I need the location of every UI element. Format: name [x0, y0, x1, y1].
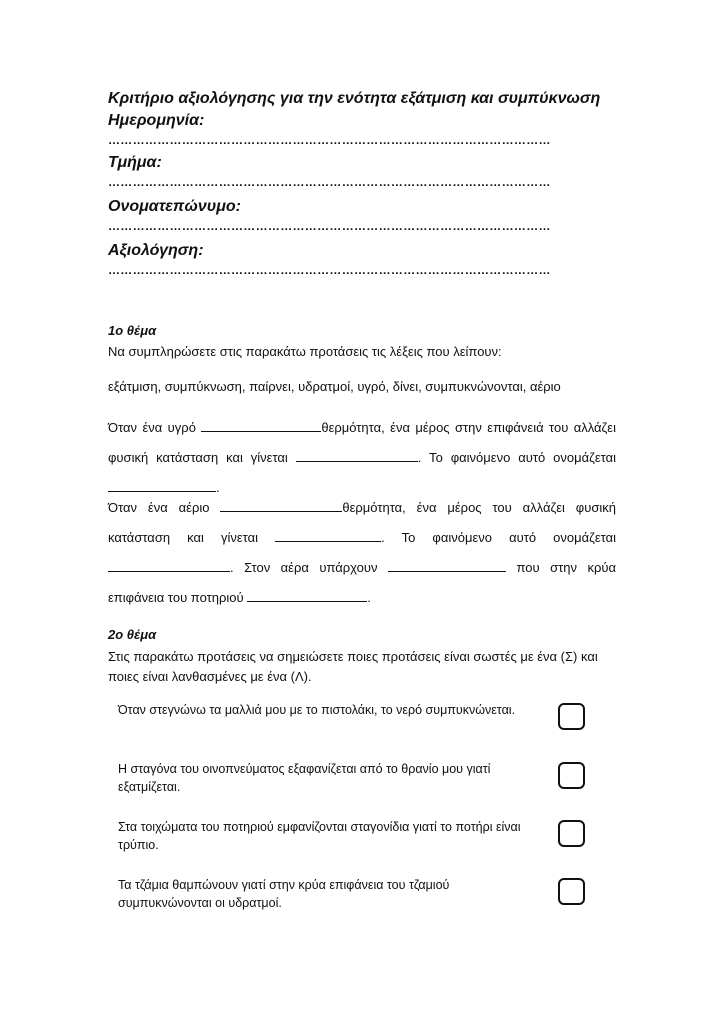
grade-label: Αξιολόγηση:: [108, 242, 204, 259]
p1-text-a: Όταν ένα υγρό: [108, 420, 196, 435]
statement-1: Όταν στεγνώνω τα μαλλιά μου με το πιστολάκι, το νερό συμπυκνώνεται.: [118, 703, 516, 717]
class-label: Τμήμα:: [108, 154, 162, 171]
topic1-instruction: Να συμπληρώσετε στις παρακάτω προτάσεις τις λέξεις που λείπουν:: [108, 344, 502, 359]
p2-text-c: . Το φαινόμενο αυτό ονομάζεται: [381, 530, 617, 545]
answer-box-1[interactable]: [558, 703, 585, 730]
statement-4: Τα τζάμια θαμπώνουν γιατί στην κρύα επιφάνεια του τζαμιού συμπυκνώνονται οι υδρατμοί.: [118, 878, 450, 910]
blank-3[interactable]: [108, 477, 216, 492]
grade-fill-line[interactable]: ………………………………………………………………………………………………: [108, 263, 551, 277]
p2-text-a: Όταν ένα αέριο: [108, 500, 210, 515]
p2-text-e: που στην κρύα επιφάνεια του ποτηριού: [108, 560, 616, 605]
blank-5[interactable]: [275, 527, 381, 542]
fill-paragraph-1: [108, 413, 616, 503]
topic2-title: 2ο θέμα: [108, 627, 157, 642]
topic2-instruction: Στις παρακάτω προτάσεις να σημειώσετε ποιες προτάσεις είναι σωστές με ένα (Σ) και ποιες είναι λανθασμένες με ένα (Λ).: [108, 649, 598, 684]
p2-text-b: θερμότητα, ένα μέρος του αλλάζει φυσική κατάσταση και γίνεται: [108, 500, 616, 545]
fill-paragraph-2: [108, 493, 616, 613]
statement-2: Η σταγόνα του οινοπνεύματος εξαφανίζεται από το θρανίο μου γιατί εξατμίζεται.: [118, 762, 491, 794]
date-label: Ημερομηνία:: [108, 112, 205, 129]
blank-7[interactable]: [388, 557, 506, 572]
header-section: [108, 88, 608, 278]
statement-3: Στα τοιχώματα του ποτηριού εμφανίζονται σταγονίδια γιατί το ποτήρι είναι τρύπιο.: [118, 820, 521, 852]
blank-8[interactable]: [247, 587, 367, 602]
p2-text-d: . Στον αέρα υπάρχουν: [230, 560, 378, 575]
worksheet-title: Κριτήριο αξιολόγησης για την ενότητα εξάτμιση και συμπύκνωση: [108, 90, 601, 107]
p1-text-b: θερμότητα, ένα μέρος στην επιφάνειά του αλλάζει φυσική κατάσταση και γίνεται: [108, 420, 616, 465]
date-fill-line[interactable]: ………………………………………………………………………………………………: [108, 133, 551, 147]
name-fill-line[interactable]: ………………………………………………………………………………………………: [108, 219, 551, 233]
class-fill-line[interactable]: ………………………………………………………………………………………………: [108, 175, 551, 189]
blank-6[interactable]: [108, 557, 230, 572]
topic1-title: 1ο θέμα: [108, 323, 157, 338]
p1-text-c: . Το φαινόμενο αυτό ονομάζεται: [417, 450, 616, 465]
blank-4[interactable]: [220, 497, 342, 512]
blank-1[interactable]: [201, 417, 321, 432]
p1-text-d: .: [216, 480, 220, 495]
answer-box-4[interactable]: [558, 878, 585, 905]
name-label: Ονοματεπώνυμο:: [108, 198, 241, 215]
word-bank: εξάτμιση, συμπύκνωση, παίρνει, υδρατμοί, υγρό, δίνει, συμπυκνώνονται, αέριο: [108, 379, 561, 394]
p2-text-f: .: [367, 590, 371, 605]
answer-box-2[interactable]: [558, 762, 585, 789]
answer-box-3[interactable]: [558, 820, 585, 847]
blank-2[interactable]: [296, 447, 418, 462]
